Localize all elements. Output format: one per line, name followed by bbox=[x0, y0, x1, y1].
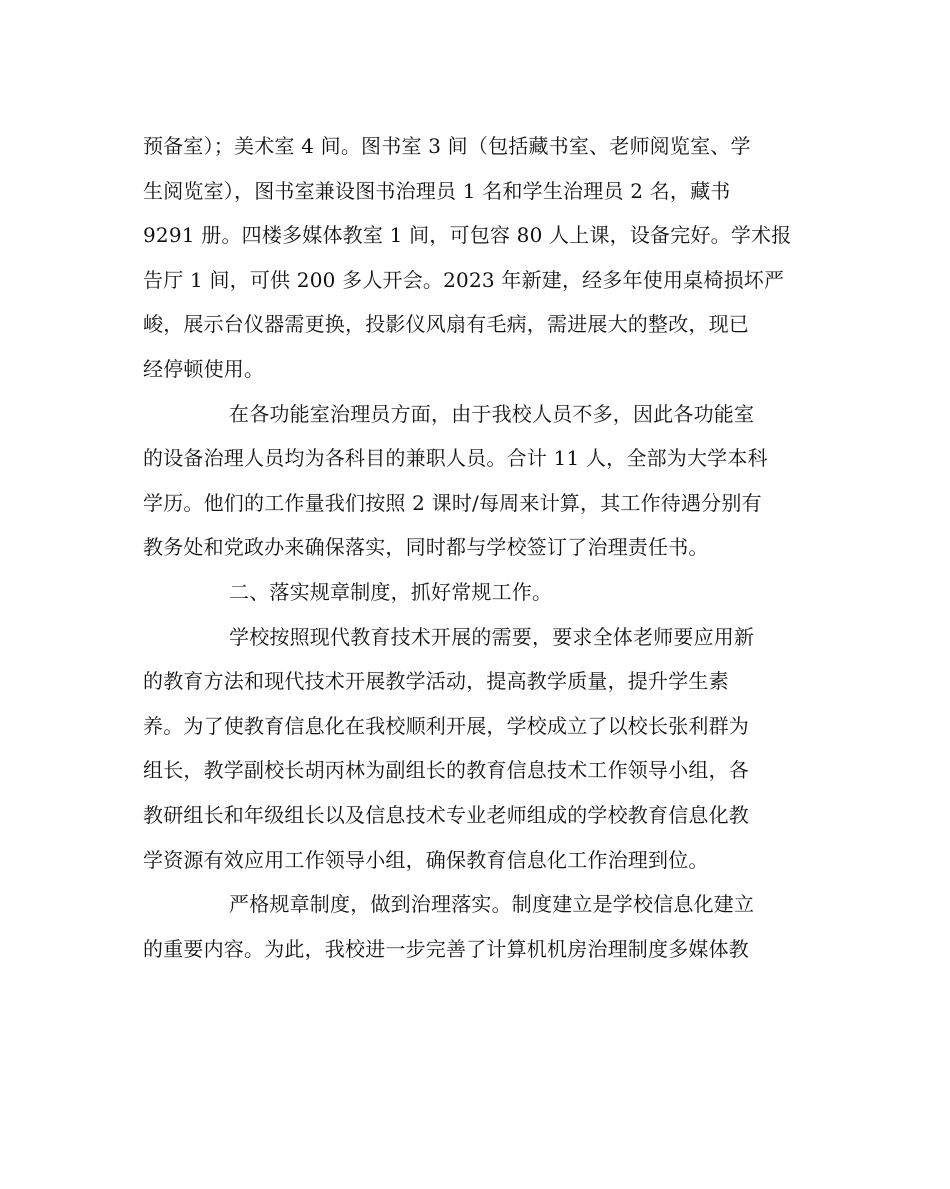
text-line: 的教育方法和现代技术开展教学活动，提高教学质量，提升学生素 bbox=[143, 669, 729, 694]
text-line: 告厅 1 间，可供 200 多人开会。2023 年新建，经多年使用桌椅损坏严 bbox=[143, 267, 785, 292]
paragraph-start-line: 学校按照现代教育技术开展的需要，要求全体老师要应用新 bbox=[229, 624, 755, 649]
text-line: 9291 册。四楼多媒体教室 1 间，可包容 80 人上课，设备完好。学术报 bbox=[143, 223, 792, 248]
document-body bbox=[143, 124, 823, 971]
text-line: 学资源有效应用工作领导小组，确保教育信息化工作治理到位。 bbox=[143, 847, 709, 872]
text-line: 峻，展示台仪器需更换，投影仪风扇有毛病，需进展大的整改，现已 bbox=[143, 312, 749, 337]
paragraph-start-line: 在各功能室治理员方面，由于我校人员不多，因此各功能室 bbox=[229, 401, 755, 426]
text-line: 学历。他们的工作量我们按照 2 课时/每周来计算，其工作待遇分别有 bbox=[143, 490, 762, 515]
text-line: 组长，教学副校长胡丙林为副组长的教育信息技术工作领导小组，各 bbox=[143, 758, 749, 783]
section-heading: 二、落实规章制度，抓好常规工作。 bbox=[229, 579, 553, 604]
text-line: 教研组长和年级组长以及信息技术专业老师组成的学校教育信息化教 bbox=[143, 802, 749, 827]
text-line: 教务处和党政办来确保落实，同时都与学校签订了治理责任书。 bbox=[143, 535, 709, 560]
text-line: 生阅览室），图书室兼设图书治理员 1 名和学生治理员 2 名，藏书 bbox=[143, 178, 731, 203]
paragraph-start-line: 严格规章制度，做到治理落实。制度建立是学校信息化建立 bbox=[229, 892, 755, 917]
text-line: 的重要内容。为此，我校进一步完善了计算机机房治理制度多媒体教 bbox=[143, 936, 749, 961]
text-line: 经停顿使用。 bbox=[143, 356, 265, 381]
text-line: 养。为了使教育信息化在我校顺利开展，学校成立了以校长张利群为 bbox=[143, 713, 749, 738]
text-line: 的设备治理人员均为各科目的兼职人员。合计 11 人，全部为大学本科 bbox=[143, 446, 768, 471]
text-line: 预备室）；美术室 4 间。图书室 3 间（包括藏书室、老师阅览室、学 bbox=[143, 134, 751, 158]
